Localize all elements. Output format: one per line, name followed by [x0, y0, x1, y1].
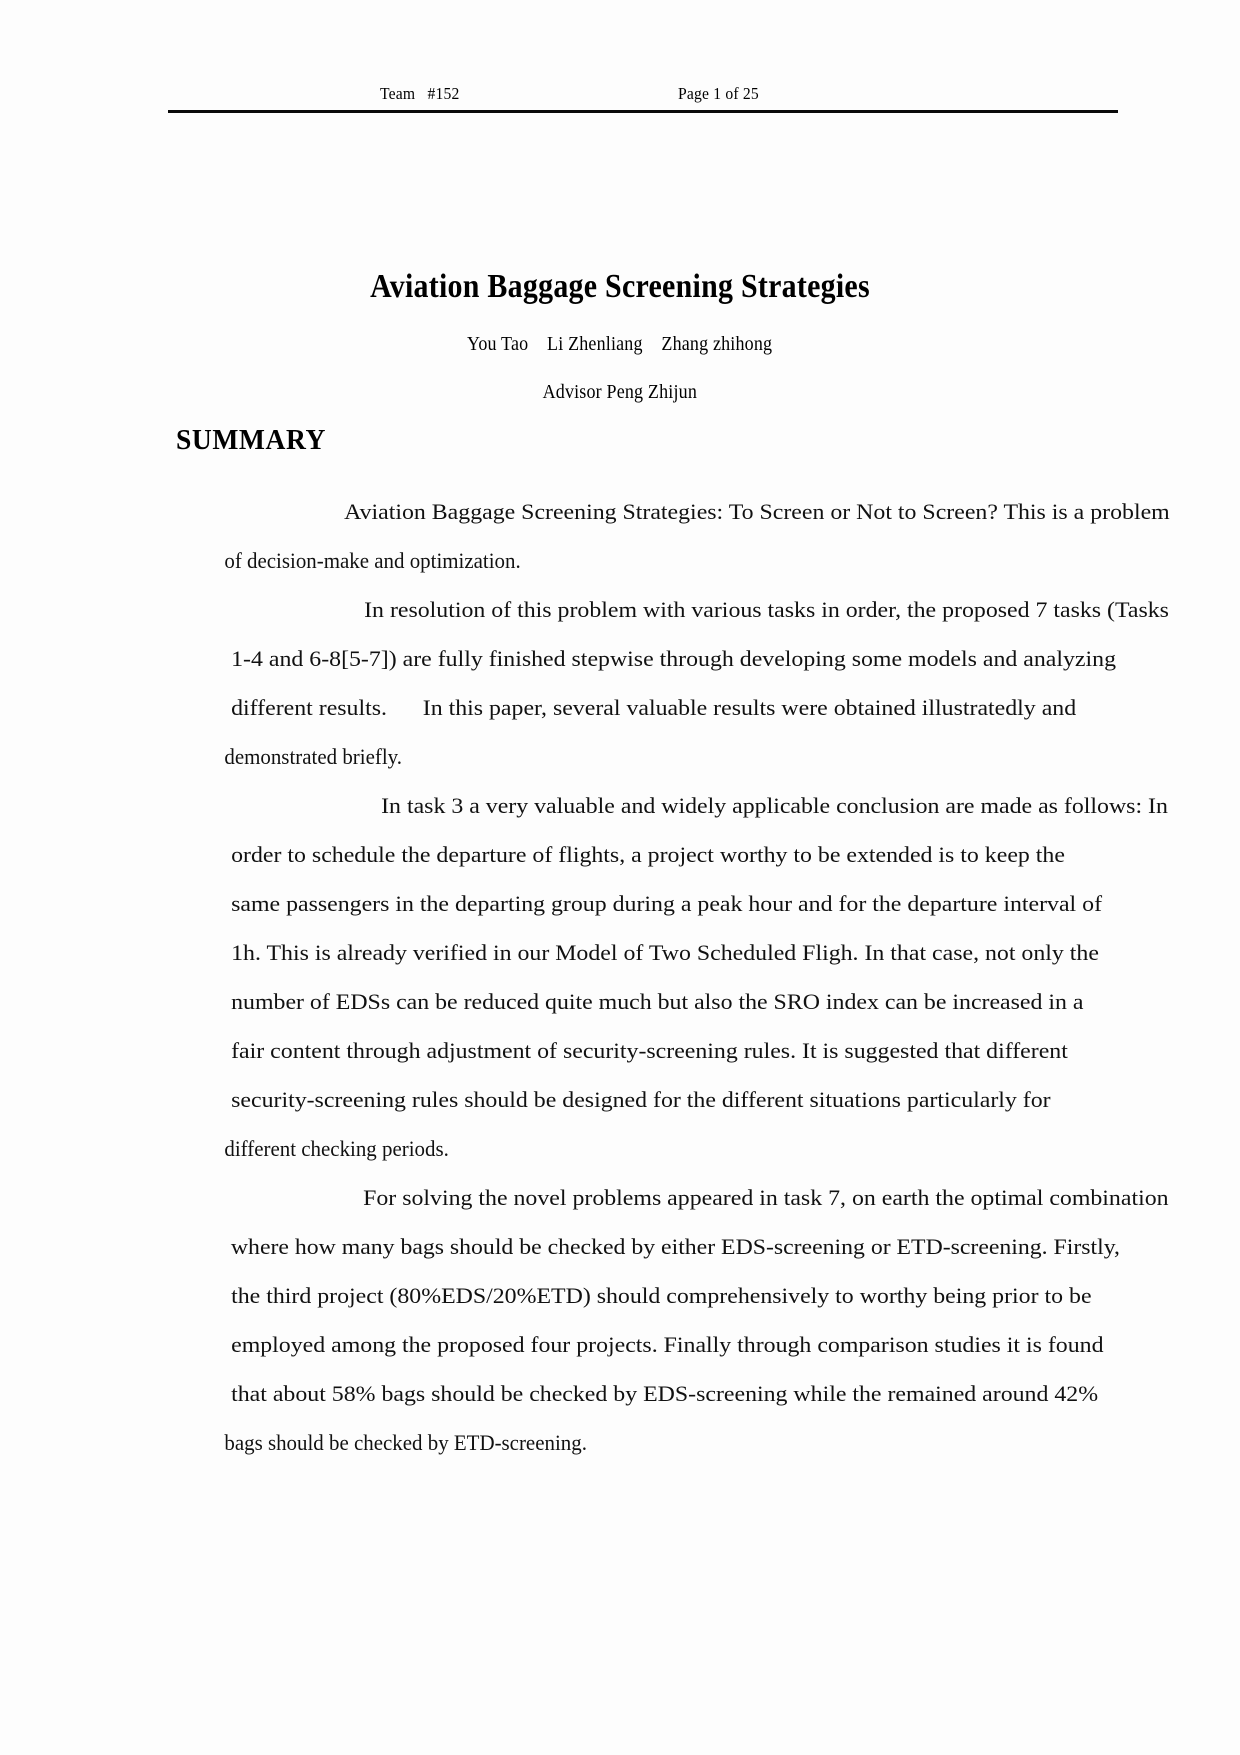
- summary-body: [176, 487, 1170, 1467]
- text-line: [176, 634, 1120, 683]
- text-line: [176, 1222, 1120, 1271]
- text-line: [176, 830, 1120, 879]
- text-line: [176, 1075, 1120, 1124]
- paragraph-3: [176, 781, 1168, 1173]
- line-text: demonstrated briefly.: [224, 744, 402, 769]
- summary-heading-text: SUMMARY: [176, 424, 326, 456]
- summary-heading: [176, 424, 334, 457]
- line-text: employed among the proposed four projects. Finally through comparison studies it is found: [231, 1332, 1104, 1357]
- line-text: security-screening rules should be designed for the different situations particularly for: [231, 1087, 1051, 1112]
- header-divider-rule: [168, 110, 1118, 113]
- line-text: bags should be checked by ETD-screening.: [224, 1430, 587, 1455]
- text-line: [176, 1320, 1120, 1369]
- line-text: different results. In this paper, several valuable results were obtained illustratedly and: [231, 695, 1077, 720]
- text-line: [176, 1369, 1120, 1418]
- text-line: [176, 536, 1120, 585]
- text-line: [176, 781, 1168, 830]
- header-page-number: Page 1 of 25: [678, 84, 759, 103]
- text-line: [176, 1271, 1120, 1320]
- author-list: [0, 333, 1240, 356]
- page-title-text: Aviation Baggage Screening Strategies: [370, 268, 870, 305]
- line-text: In resolution of this problem with various tasks in order, the proposed 7 tasks (Tasks: [363, 597, 1169, 622]
- text-line: [176, 732, 1120, 781]
- text-line: [176, 585, 1169, 634]
- paragraph-4: [176, 1173, 1169, 1467]
- text-line: [176, 683, 1120, 732]
- line-text: where how many bags should be checked by either EDS-screening or ETD-screening. Firstly,: [230, 1234, 1121, 1259]
- line-text: the third project (80%EDS/20%ETD) should comprehensively to worthy being prior to be: [231, 1283, 1092, 1308]
- line-text: same passengers in the departing group during a peak hour and for the departure interval of: [231, 891, 1103, 916]
- line-text: 1-4 and 6-8[5-7]) are fully finished stepwise through developing some models and analyzing: [231, 646, 1117, 671]
- line-text: order to schedule the departure of flights, a project worthy to be extended is to keep the: [231, 842, 1065, 867]
- line-text: fair content through adjustment of security-screening rules. It is suggested that different: [231, 1038, 1068, 1063]
- line-text: that about 58% bags should be checked by EDS-screening while the remained around 42%: [231, 1381, 1099, 1406]
- text-line: [176, 977, 1120, 1026]
- line-text: of decision-make and optimization.: [224, 548, 521, 573]
- text-line: [176, 1173, 1169, 1222]
- line-text: 1h. This is already verified in our Model of Two Scheduled Fligh. In that case, not only the: [231, 940, 1099, 965]
- line-text: number of EDSs can be reduced quite much but also the SRO index can be increased in a: [231, 989, 1084, 1014]
- text-line: [176, 1026, 1120, 1075]
- page-title: [0, 268, 1240, 306]
- text-line: [176, 1418, 1120, 1467]
- line-text: different checking periods.: [224, 1136, 449, 1161]
- advisor-line: [0, 381, 1240, 404]
- paragraph-2: [176, 585, 1169, 781]
- line-text: In task 3 a very valuable and widely applicable conclusion are made as follows: In: [380, 793, 1168, 818]
- line-text: Aviation Baggage Screening Strategies: To Screen or Not to Screen? This is a problem: [344, 499, 1170, 524]
- header-team-label: Team #152: [380, 84, 460, 103]
- text-line: [176, 487, 1170, 536]
- text-line: [176, 928, 1120, 977]
- advisor-text: Advisor Peng Zhijun: [542, 381, 698, 403]
- text-line: [176, 879, 1120, 928]
- text-line: [176, 1124, 1120, 1173]
- paragraph-1: [176, 487, 1170, 585]
- running-header: [168, 84, 1113, 110]
- author-list-text: You Tao Li Zhenliang Zhang zhihong: [467, 333, 773, 355]
- line-text: For solving the novel problems appeared in task 7, on earth the optimal combination: [363, 1185, 1169, 1210]
